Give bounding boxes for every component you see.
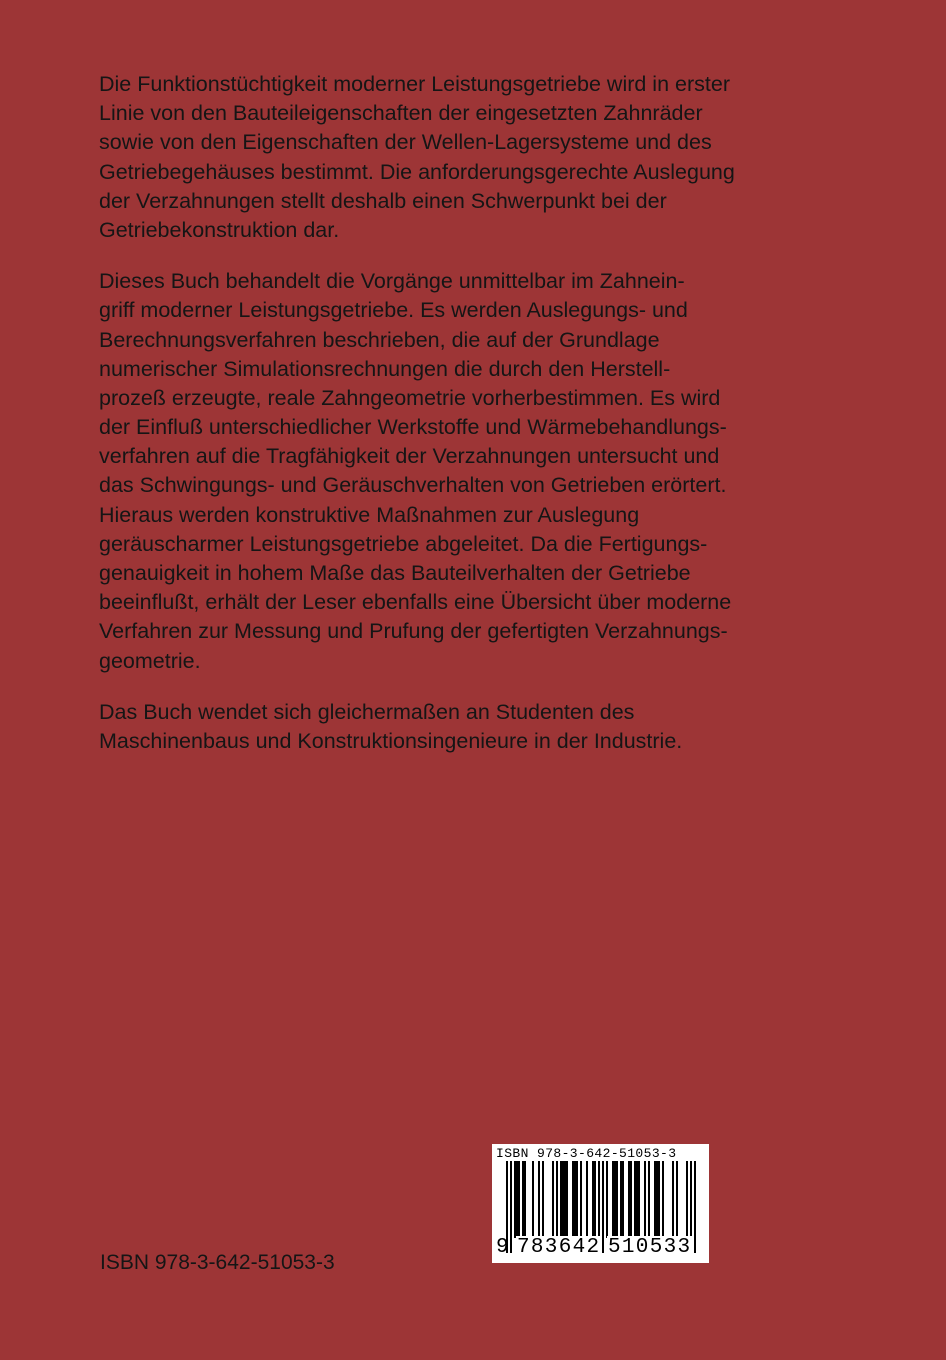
barcode-bar: [562, 1161, 564, 1238]
barcode-bar: [636, 1161, 638, 1238]
blurb-line: Maschinenbaus und Konstruktionsingenieure in der Industrie.: [99, 728, 683, 753]
barcode-bar: [648, 1161, 650, 1238]
barcode-bar: [538, 1161, 540, 1238]
blurb-line: der Einfluß unterschiedlicher Werkstoffe und Wärmebehandlungs-: [99, 415, 727, 440]
barcode-digits: [492, 1236, 709, 1260]
blurb-line: Getriebegehäuses bestimmt. Die anforderungsgerechte Auslegung: [99, 159, 735, 184]
blurb-paragraph-2: [99, 267, 789, 676]
blurb-line: Das Buch wendet sich gleichermaßen an Studenten des: [99, 699, 635, 724]
blurb-line: numerischer Simulationsrechnungen die durch den Herstell-: [99, 356, 671, 381]
barcode-bar: [656, 1161, 658, 1238]
barcode-bar: [592, 1161, 594, 1238]
barcode-bar: [576, 1161, 578, 1238]
barcode-digits-right: 510533: [608, 1236, 692, 1259]
barcode-bar: [524, 1161, 526, 1238]
blurb-line: Linie von den Bauteileigenschaften der eingesetzten Zahnräder: [99, 101, 703, 126]
blurb-line: sowie von den Eigenschaften der Wellen-Lagersysteme und des: [99, 130, 712, 155]
barcode-bar: [654, 1161, 656, 1238]
barcode-bar: [676, 1161, 678, 1238]
barcode-bar: [556, 1161, 558, 1238]
blurb-line: beeinflußt, erhält der Leser ebenfalls eine Übersicht über moderne: [99, 590, 732, 615]
barcode-digit-first: 9: [496, 1236, 509, 1259]
blurb-line: der Verzahnungen stellt deshalb einen Schwerpunkt bei der: [99, 188, 667, 213]
barcode-bar: [560, 1161, 562, 1238]
cover-blurb: [99, 70, 789, 778]
barcode-bar: [586, 1161, 588, 1238]
barcode-bar: [616, 1161, 618, 1238]
barcode-bar: [622, 1161, 624, 1238]
blurb-paragraph-1: [99, 70, 789, 245]
barcode-bar: [522, 1161, 524, 1238]
barcode-bar: [620, 1161, 622, 1238]
blurb-line: geometrie.: [99, 648, 201, 673]
barcode-bar: [516, 1161, 518, 1238]
barcode-bar: [628, 1161, 630, 1238]
blurb-line: verfahren auf die Tragfähigkeit der Verzahnungen untersucht und: [99, 444, 720, 469]
barcode-bar: [594, 1161, 596, 1238]
blurb-line: geräuscharmer Leistungsgetriebe abgeleitet. Da die Fertigungs-: [99, 531, 708, 556]
barcode-bar: [634, 1161, 636, 1238]
barcode-bar: [658, 1161, 660, 1238]
barcode-bar: [574, 1161, 576, 1238]
barcode-digits-left: 783642: [517, 1236, 601, 1259]
barcode-bar: [552, 1161, 554, 1238]
barcode-bar: [572, 1161, 574, 1238]
isbn-label: ISBN 978-3-642-51053-3: [100, 1251, 335, 1274]
blurb-line: Berechnungsverfahren beschrieben, die auf der Grundlage: [99, 327, 660, 352]
barcode-bar: [566, 1161, 568, 1238]
barcode-bar: [672, 1161, 674, 1238]
barcode-bar: [606, 1161, 608, 1238]
blurb-line: griff moderner Leistungsgetriebe. Es werden Auslegungs- und: [99, 298, 688, 323]
blurb-line: prozeß erzeugte, reale Zahngeometrie vorherbestimmen. Es wird: [99, 385, 721, 410]
barcode-bar: [564, 1161, 566, 1238]
blurb-line: Verfahren zur Messung und Prufung der gefertigten Verzahnungs-: [99, 619, 728, 644]
blurb-line: genauigkeit in hohem Maße das Bauteilverhalten der Getriebe: [99, 561, 691, 585]
barcode-bar: [542, 1161, 544, 1238]
barcode-bar: [662, 1161, 664, 1238]
blurb-line: Hieraus werden konstruktive Maßnahmen zur Auslegung: [99, 502, 640, 527]
blurb-line: Getriebekonstruktion dar.: [99, 217, 340, 242]
barcode-bar: [612, 1161, 614, 1238]
blurb-line: Dieses Buch behandelt die Vorgänge unmittelbar im Zahnein-: [99, 269, 685, 294]
barcode-bar: [580, 1161, 582, 1238]
barcode: [492, 1144, 709, 1263]
blurb-line: Die Funktionstüchtigkeit moderner Leistungsgetriebe wird in erster: [99, 72, 730, 96]
blurb-line: das Schwingungs- und Geräuschverhalten von Getrieben erörtert.: [99, 473, 727, 498]
barcode-bar: [644, 1161, 646, 1238]
barcode-bar: [518, 1161, 520, 1238]
barcode-bar: [614, 1161, 616, 1238]
barcode-bar: [638, 1161, 640, 1238]
barcode-isbn-header: ISBN 978-3-642-51053-3: [496, 1146, 677, 1161]
barcode-bar: [686, 1161, 688, 1238]
barcode-bar: [514, 1161, 516, 1238]
barcode-bar: [532, 1161, 534, 1238]
barcode-bar: [630, 1161, 632, 1238]
blurb-paragraph-3: [99, 698, 789, 756]
